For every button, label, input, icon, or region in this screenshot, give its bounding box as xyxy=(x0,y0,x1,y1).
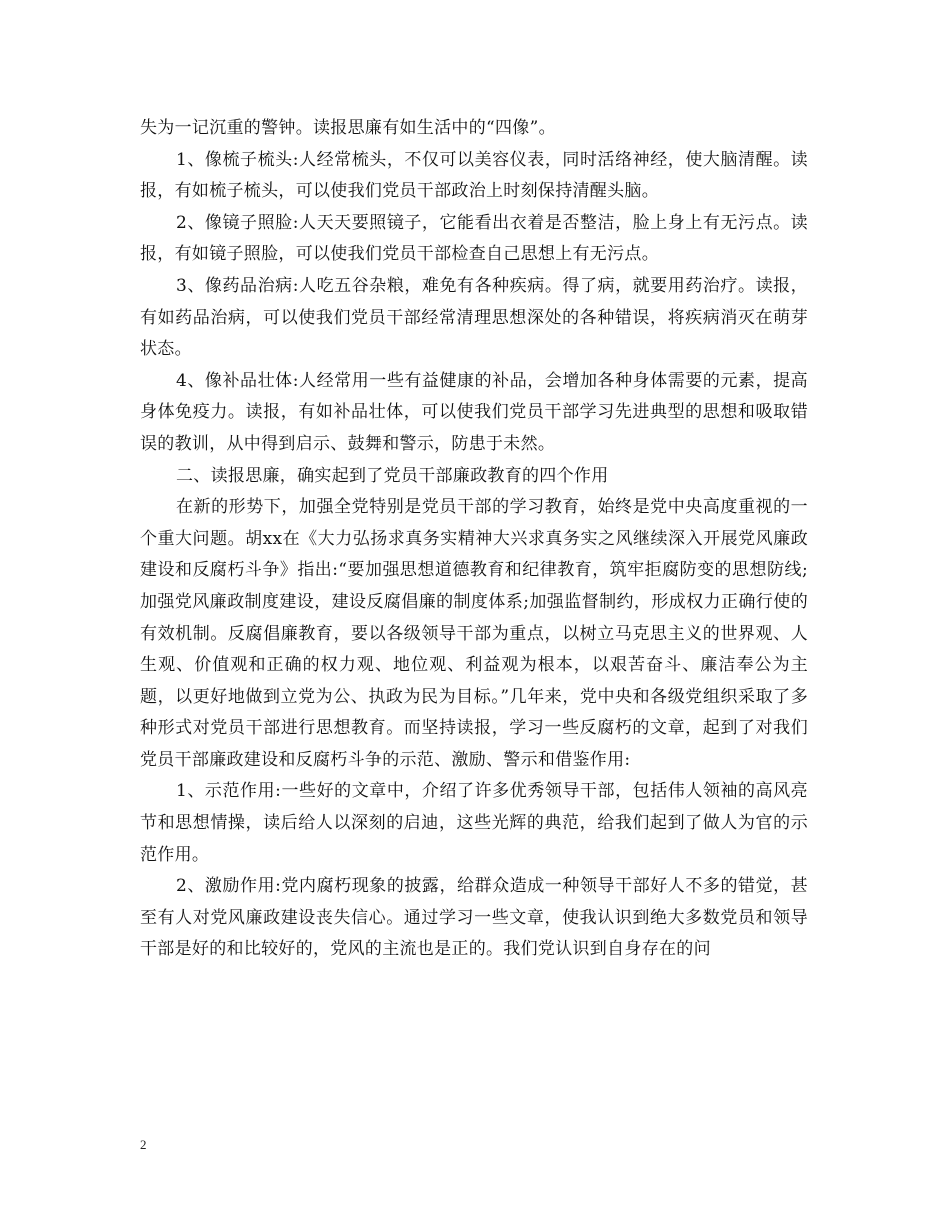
paragraph-2: 1、像梳子梳头:人经常梳头，不仅可以美容仪表，同时活络神经，使大脑清醒。读报，有如梳子梳头，可以使我们党员干部政治上时刻保持清醒头脑。 xyxy=(140,149,808,202)
paragraph-9: 2、激励作用:党内腐朽现象的披露，给群众造成一种领导干部好人不多的错觉，甚至有人对党风廉政建设丧失信心。通过学习一些文章，使我认识到绝大多数党员和领导干部是好的和比较好的，党风的主流也是正的。我们党认识到自身存在的问 xyxy=(140,876,808,960)
paragraph-1: 失为一记沉重的警钟。读报思廉有如生活中的“四像”。 xyxy=(140,118,556,138)
paragraph-3: 2、像镜子照脸:人天天要照镜子，它能看出衣着是否整洁，脸上身上有无污点。读报，有如镜子照脸，可以使我们党员干部检查自己思想上有无污点。 xyxy=(140,212,808,265)
page-number: 2 xyxy=(140,1137,147,1152)
document-body xyxy=(140,113,808,966)
paragraph-7: 在新的形势下，加强全党特别是党员干部的学习教育，始终是党中央高度重视的一个重大问题。胡xx在《大力弘扬求真务实精神大兴求真务实之风继续深入开展党风廉政建设和反腐朽斗争》指出:“要加强思想道德教育和纪律教育，筑牢拒腐防变的思想防线;加强党风廉政制度建设，建设反腐倡廉的制度体系;加强监督制约，形成权力正确行使的有效机制。反腐倡廉教育，要以各级领导干部为重点，以树立马克思主义的世界观、人生观、价值观和正确的权力观、地位观、利益观为根本，以艰苦奋斗、廉洁奉公为主题，以更好地做到立党为公、执政为民为目标。”几年来，党中央和各级党组织采取了多种形式对党员干部进行思想教育。而坚持读报，学习一些反腐朽的文章，起到了对我们党员干部廉政建设和反腐朽斗争的示范、激励、警示和借鉴作用: xyxy=(140,497,808,770)
paragraph-4: 3、像药品治病:人吃五谷杂粮，难免有各种疾病。得了病，就要用药治疗。读报，有如药品治病，可以使我们党员干部经常清理思想深处的各种错误，将疾病消灭在萌芽状态。 xyxy=(140,275,808,360)
section-heading: 二、读报思廉，确实起到了党员干部廉政教育的四个作用 xyxy=(176,465,609,486)
paragraph-5: 4、像补品壮体:人经常用一些有益健康的补品，会增加各种身体需要的元素，提高身体免疫力。读报，有如补品壮体，可以使我们党员干部学习先进典型的思想和吸取错误的教训，从中得到启示、鼓舞和警示，防患于未然。 xyxy=(140,370,808,454)
paragraph-8: 1、示范作用:一些好的文章中，介绍了许多优秀领导干部，包括伟人领袖的高风亮节和思想情操，读后给人以深刻的启迪，这些光辉的典范，给我们起到了做人为官的示范作用。 xyxy=(140,781,808,865)
